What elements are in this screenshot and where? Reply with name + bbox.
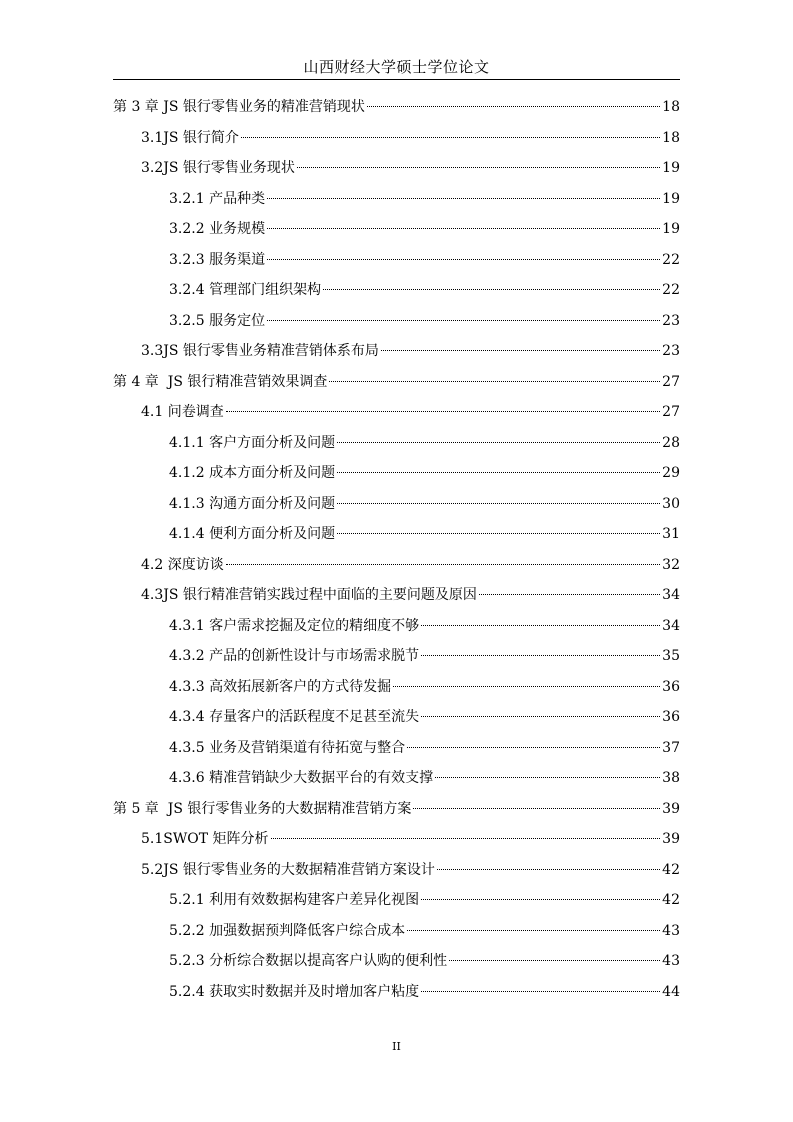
dot-leader bbox=[421, 715, 660, 717]
toc-entry-page: 22 bbox=[662, 282, 680, 298]
toc-entry-page: 38 bbox=[662, 770, 680, 786]
toc-entry[interactable] bbox=[141, 399, 680, 425]
toc-entry-page: 31 bbox=[662, 526, 680, 542]
dot-leader bbox=[421, 898, 660, 900]
toc-entry-page: 42 bbox=[662, 892, 680, 908]
toc-entry-title: 5.2.4 获取实时数据并及时增加客户粘度 bbox=[169, 983, 420, 1000]
dot-leader bbox=[479, 593, 660, 595]
toc-entry[interactable] bbox=[169, 186, 680, 212]
toc-entry[interactable] bbox=[141, 582, 680, 608]
toc-entry-page: 34 bbox=[662, 617, 680, 634]
toc-entry-title: 4.3.4 存量客户的活跃程度不足甚至流失 bbox=[169, 709, 420, 725]
toc-entry-page: 18 bbox=[662, 99, 680, 115]
dot-leader bbox=[267, 227, 660, 229]
dot-leader bbox=[329, 380, 660, 382]
toc-entry-page: 42 bbox=[662, 861, 680, 878]
dot-leader bbox=[337, 502, 660, 504]
dot-leader bbox=[267, 197, 660, 199]
toc-entry-title: 5.2.3 分析综合数据以提高客户认购的便利性 bbox=[169, 953, 448, 969]
toc-entry-title: 4.3JS 银行精准营销实践过程中面临的主要问题及原因 bbox=[141, 587, 477, 603]
toc-entry-page: 29 bbox=[662, 465, 680, 481]
toc-entry-page: 23 bbox=[662, 312, 680, 329]
toc-entry[interactable] bbox=[169, 735, 680, 761]
toc-entry[interactable] bbox=[169, 491, 680, 517]
dot-leader bbox=[337, 441, 660, 443]
dot-leader bbox=[421, 990, 660, 992]
toc-entry-page: 19 bbox=[662, 160, 680, 176]
toc-entry[interactable] bbox=[169, 887, 680, 913]
toc-entry[interactable] bbox=[169, 765, 680, 791]
toc-entry-title: 3.2.2 业务规模 bbox=[169, 221, 266, 237]
dot-leader bbox=[413, 807, 660, 809]
toc-entry[interactable] bbox=[113, 369, 680, 395]
dot-leader bbox=[226, 410, 660, 412]
toc-entry-page: 18 bbox=[662, 129, 680, 146]
toc-entry-page: 36 bbox=[662, 678, 680, 695]
toc-entry[interactable] bbox=[169, 948, 680, 974]
toc-entry[interactable] bbox=[141, 857, 680, 883]
toc-entry-title: 4.2 深度访谈 bbox=[141, 556, 224, 573]
toc-entry-title: 3.2JS 银行零售业务现状 bbox=[141, 160, 295, 176]
dot-leader bbox=[367, 105, 660, 107]
dot-leader bbox=[407, 746, 660, 748]
header-rule bbox=[113, 79, 680, 80]
toc-entry-title: 4.3.6 精准营销缺少大数据平台的有效支撑 bbox=[169, 770, 434, 786]
toc-entry-page: 34 bbox=[662, 587, 680, 603]
toc-entry-title: 第 5 章 JS 银行零售业务的大数据精准营销方案 bbox=[113, 800, 412, 817]
running-header: 山西财经大学硕士学位论文 bbox=[303, 58, 490, 76]
toc-entry[interactable] bbox=[169, 247, 680, 273]
toc-entry[interactable] bbox=[169, 643, 680, 669]
dot-leader bbox=[407, 929, 660, 931]
dot-leader bbox=[337, 471, 660, 473]
toc-entry[interactable] bbox=[169, 308, 680, 334]
dot-leader bbox=[267, 258, 660, 260]
toc-entry-title: 5.2JS 银行零售业务的大数据精准营销方案设计 bbox=[141, 861, 435, 878]
toc-entry-page: 44 bbox=[662, 983, 680, 1000]
toc-entry[interactable] bbox=[113, 796, 680, 822]
toc-entry-page: 35 bbox=[662, 648, 680, 664]
toc-entry-page: 37 bbox=[662, 739, 680, 756]
toc-entry-page: 19 bbox=[662, 190, 680, 207]
toc-entry-title: 5.1SWOT 矩阵分析 bbox=[141, 831, 269, 847]
toc-entry-page: 39 bbox=[662, 800, 680, 817]
toc-entry-page: 27 bbox=[662, 404, 680, 420]
toc-entry-page: 22 bbox=[662, 251, 680, 268]
toc-entry-title: 4.1.2 成本方面分析及问题 bbox=[169, 465, 336, 481]
toc-entry[interactable] bbox=[169, 277, 680, 303]
toc-entry[interactable] bbox=[141, 155, 680, 181]
dot-leader bbox=[297, 166, 660, 168]
toc-entry-page: 30 bbox=[662, 495, 680, 512]
toc-entry-page: 32 bbox=[662, 556, 680, 573]
toc-entry-title: 3.1JS 银行简介 bbox=[141, 129, 239, 146]
toc-entry[interactable] bbox=[141, 826, 680, 852]
toc-entry[interactable] bbox=[169, 918, 680, 944]
toc-entry-page: 28 bbox=[662, 434, 680, 451]
dot-leader bbox=[241, 136, 660, 138]
dot-leader bbox=[267, 319, 660, 321]
toc-entry-page: 39 bbox=[662, 831, 680, 847]
dot-leader bbox=[226, 563, 660, 565]
toc-entry-title: 4.3.1 客户需求挖掘及定位的精细度不够 bbox=[169, 617, 420, 634]
toc-entry-page: 43 bbox=[662, 953, 680, 969]
toc-entry-title: 第 4 章 JS 银行精准营销效果调查 bbox=[113, 373, 328, 390]
toc-entry-title: 5.2.1 利用有效数据构建客户差异化视图 bbox=[169, 892, 420, 908]
toc-entry-title: 3.2.3 服务渠道 bbox=[169, 251, 266, 268]
toc-entry[interactable] bbox=[169, 704, 680, 730]
dot-leader bbox=[393, 685, 660, 687]
toc-entry[interactable] bbox=[169, 430, 680, 456]
toc-entry[interactable] bbox=[169, 674, 680, 700]
toc-entry-title: 4.1.3 沟通方面分析及问题 bbox=[169, 495, 336, 512]
toc-entry-title: 4.1.1 客户方面分析及问题 bbox=[169, 434, 336, 451]
toc-entry-title: 4.3.3 高效拓展新客户的方式待发掘 bbox=[169, 678, 392, 695]
toc-entry[interactable] bbox=[169, 460, 680, 486]
toc-entry-title: 5.2.2 加强数据预判降低客户综合成本 bbox=[169, 922, 406, 939]
toc-entry-page: 19 bbox=[662, 221, 680, 237]
dot-leader bbox=[323, 288, 660, 290]
dot-leader bbox=[271, 837, 661, 839]
toc-entry[interactable] bbox=[169, 979, 680, 1005]
dot-leader bbox=[437, 868, 660, 870]
dot-leader bbox=[381, 349, 660, 351]
toc-entry-title: 3.3JS 银行零售业务精准营销体系布局 bbox=[141, 343, 379, 359]
dot-leader bbox=[337, 532, 660, 534]
toc-entry-title: 4.3.2 产品的创新性设计与市场需求脱节 bbox=[169, 648, 420, 664]
dot-leader bbox=[449, 959, 660, 961]
toc-entry-page: 27 bbox=[662, 373, 680, 390]
dot-leader bbox=[421, 624, 660, 626]
toc-entry-title: 3.2.5 服务定位 bbox=[169, 312, 266, 329]
dot-leader bbox=[421, 654, 660, 656]
toc-entry-page: 23 bbox=[662, 343, 680, 359]
toc-entry[interactable] bbox=[169, 613, 680, 639]
toc-entry[interactable] bbox=[141, 338, 680, 364]
toc-entry[interactable] bbox=[169, 216, 680, 242]
toc-entry[interactable] bbox=[113, 94, 680, 120]
dot-leader bbox=[435, 776, 660, 778]
toc-entry-title: 第 3 章 JS 银行零售业务的精准营销现状 bbox=[113, 99, 365, 115]
toc-entry[interactable] bbox=[141, 552, 680, 578]
toc-entry[interactable] bbox=[141, 125, 680, 151]
toc-entry-title: 4.1 问卷调查 bbox=[141, 404, 224, 420]
toc-entry-page: 36 bbox=[662, 709, 680, 725]
toc-entry[interactable] bbox=[169, 521, 680, 547]
toc-entry-title: 3.2.1 产品种类 bbox=[169, 190, 266, 207]
toc-entry-title: 4.3.5 业务及营销渠道有待拓宽与整合 bbox=[169, 739, 406, 756]
toc-entry-title: 4.1.4 便利方面分析及问题 bbox=[169, 526, 336, 542]
toc-entry-page: 43 bbox=[662, 922, 680, 939]
toc-entry-title: 3.2.4 管理部门组织架构 bbox=[169, 282, 322, 298]
page-number: II bbox=[392, 1040, 401, 1053]
